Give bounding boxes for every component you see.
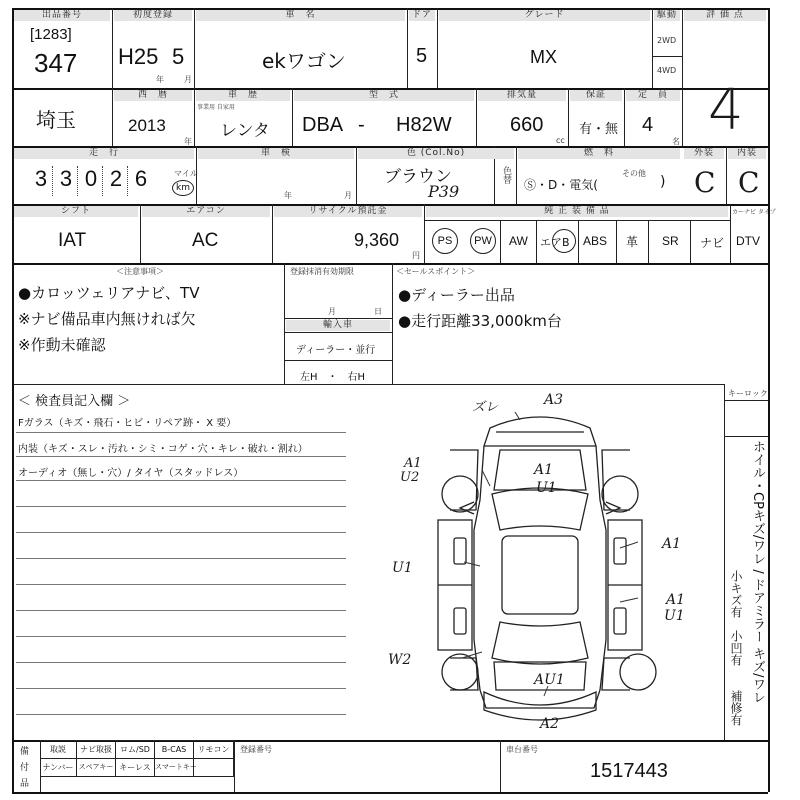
damage-mark: U2: [400, 470, 420, 485]
damage-mark: A1: [534, 462, 554, 478]
footer-label: 付: [20, 763, 30, 773]
accessory-item: 取説: [40, 741, 77, 759]
first-reg-year-unit: 年: [156, 75, 164, 84]
mileage-digit: 2: [105, 166, 128, 196]
inspector-line: Fガラス（キズ・飛石・ヒビ・リペア跡・ X 要）: [18, 418, 237, 429]
year-unit: 年: [184, 137, 192, 146]
registration-month: 月: [328, 307, 336, 316]
label-displacement: 排気量: [478, 90, 566, 101]
damage-mark: A1: [666, 592, 686, 608]
mileage-unit-mile: マイル: [174, 169, 198, 178]
registration-label: 登録抹消有効期限: [290, 267, 354, 276]
doors-value: 5: [416, 45, 428, 67]
import-handle: 左H ・ 右H: [300, 372, 366, 383]
displacement-value: 660: [510, 114, 544, 136]
capacity-value: 4: [642, 114, 654, 136]
score-value: 4: [708, 78, 744, 143]
aircon-value: AC: [192, 230, 219, 251]
import-dealer: ディーラー・並行: [296, 345, 376, 356]
fuel-close: ): [660, 174, 666, 190]
mileage-digit: 3: [30, 166, 53, 196]
label-usage: 車 歴: [196, 90, 290, 101]
label-inspection: 車 検: [198, 148, 354, 159]
label-type: 型 式: [294, 90, 474, 101]
label-equipment: 純 正 装 備 品: [426, 206, 728, 217]
side-note: 小キズ有: [729, 570, 743, 618]
label-year: 西 暦: [114, 90, 192, 101]
equip-aw: AW: [509, 234, 528, 248]
equip-ps: PS: [432, 228, 458, 254]
mileage-digit: 3: [55, 166, 78, 196]
label-navi-type: カーナビ タイプ: [732, 209, 776, 216]
footer-label: 備: [20, 747, 30, 757]
displacement-unit: cc: [556, 136, 565, 145]
damage-mark: U1: [664, 608, 685, 624]
import-label: 輸入車: [286, 320, 390, 331]
recycle-unit: 円: [412, 251, 420, 260]
lot-number: 347: [34, 48, 78, 78]
accessory-item: スマートキー: [155, 759, 194, 777]
year-value: 2013: [128, 116, 166, 135]
label-model: 車 名: [196, 10, 405, 21]
label-fuel: 燃 料: [518, 148, 680, 159]
color-value: ブラウン: [384, 167, 452, 187]
mileage-digit: 0: [80, 166, 103, 196]
usage-value: レンタ: [220, 121, 270, 141]
damage-mark: A2: [540, 716, 560, 732]
label-interior: 内装: [728, 148, 766, 159]
key-lock-label: キーロック: [728, 389, 768, 398]
inspection-month: 月: [344, 191, 352, 200]
accessory-item: ナビ取扱: [77, 741, 116, 759]
label-warranty: 保証: [570, 90, 622, 101]
damage-mark: A3: [544, 392, 564, 408]
type-prefix: DBA: [302, 114, 344, 136]
drive-4wd: 4WD: [657, 66, 677, 75]
model-name: ekワゴン: [262, 49, 346, 73]
color-change: 色替: [501, 166, 511, 184]
label-aircon: エアコン: [142, 206, 270, 217]
equip-navi: ナビ: [700, 236, 725, 250]
label-lot-no: 出品番号: [14, 10, 110, 21]
type-code: H82W: [396, 114, 452, 136]
mileage-digit: 6: [134, 166, 148, 191]
grade-value: MX: [530, 47, 557, 67]
equip-sunroof: SR: [662, 234, 679, 248]
fuel-options: Ⓢ・D・電気(: [524, 178, 598, 192]
label-shift: シフト: [14, 206, 138, 217]
usage-small: 事業用 自家用: [197, 104, 235, 111]
inspector-label: ＜ 検査員記入欄 ＞: [18, 394, 131, 409]
first-reg-era: H25: [118, 44, 159, 69]
accessory-item: B-CAS: [155, 741, 194, 759]
label-exterior: 外装: [684, 148, 724, 159]
mileage-unit-km: km: [172, 180, 194, 196]
label-first-reg: 初度登録: [114, 10, 192, 21]
capacity-unit: 名: [672, 137, 680, 146]
label-capacity: 定 員: [626, 90, 680, 101]
side-note: 小凹有: [729, 630, 743, 666]
damage-mark: A1: [662, 536, 682, 552]
damage-mark: W2: [388, 652, 412, 668]
caution-line: ●カロッツェリアナビ、TV: [18, 284, 200, 302]
equip-pw: PW: [470, 228, 496, 254]
caution-line: ※作動未確認: [18, 336, 106, 354]
chassis-label: 車台番号: [506, 745, 538, 754]
inspection-year: 年: [284, 191, 292, 200]
damage-mark: A1: [404, 456, 422, 471]
sales-label: ＜セールスポイント＞: [396, 267, 476, 276]
label-grade: グレード: [439, 10, 650, 21]
accessory-grid: [40, 740, 234, 793]
side-note: 補修有: [729, 690, 743, 726]
inspector-line: 内装（キズ・スレ・汚れ・シミ・コゲ・穴・キレ・破れ・割れ）: [18, 444, 308, 455]
first-reg-month-unit: 月: [184, 75, 192, 84]
damage-mark: U1: [392, 560, 413, 576]
footer-label: 品: [20, 779, 30, 789]
interior-grade: C: [738, 166, 760, 199]
warranty-value: 有・無: [579, 122, 619, 137]
accessory-item: ナンバー: [40, 759, 77, 777]
side-legend: ホイル・CPキズ/ワレ / ドアミラー キズ/ワレ: [750, 440, 765, 704]
accessory-item: ロム/SD: [116, 741, 155, 759]
damage-mark: AU1: [534, 672, 565, 688]
accessory-item: リモコン: [194, 741, 234, 759]
registration-no-label: 登録番号: [240, 745, 272, 754]
damage-mark: ズレ: [472, 400, 499, 415]
inspector-line: オーディオ（無し・穴）/ タイヤ（スタッドレス）: [18, 468, 244, 479]
color-number: P39: [428, 182, 460, 201]
lot-bracket: [1283]: [30, 26, 72, 43]
equip-airbag: エアB: [540, 236, 570, 249]
label-drive: 駆動: [654, 10, 680, 21]
equip-dtv: DTV: [736, 234, 760, 248]
label-recycle: リサイクル預託金: [274, 206, 422, 217]
recycle-value: 9,360: [354, 230, 400, 250]
shift-value: IAT: [58, 230, 87, 251]
caution-line: ※ナビ備品車内無ければ欠: [18, 310, 196, 328]
damage-mark: U1: [536, 480, 557, 496]
accessory-item: キーレス: [116, 759, 155, 777]
region: 埼玉: [36, 108, 76, 132]
caution-label: ＜注意事項＞: [116, 267, 164, 276]
accessory-item: スペアキー: [77, 759, 116, 777]
type-dash: -: [358, 114, 365, 136]
exterior-grade: C: [694, 166, 716, 199]
label-color: 色 (Col.No): [358, 148, 514, 159]
label-score: 評 価 点: [684, 10, 766, 21]
first-reg-month: 5: [172, 44, 185, 69]
equip-abs: ABS: [583, 234, 608, 248]
fuel-other: その他: [622, 169, 646, 178]
equip-leather: 革: [626, 235, 639, 249]
mileage-digits: [30, 166, 170, 196]
registration-day: 日: [374, 307, 382, 316]
accessory-item: [194, 759, 234, 777]
label-mileage: 走 行: [14, 148, 194, 159]
label-doors: ドア: [409, 10, 435, 21]
sales-line: ●走行距離33,000km台: [398, 312, 562, 330]
sales-line: ●ディーラー出品: [398, 286, 515, 304]
drive-2wd: 2WD: [657, 36, 677, 45]
chassis-number: 1517443: [590, 760, 668, 782]
